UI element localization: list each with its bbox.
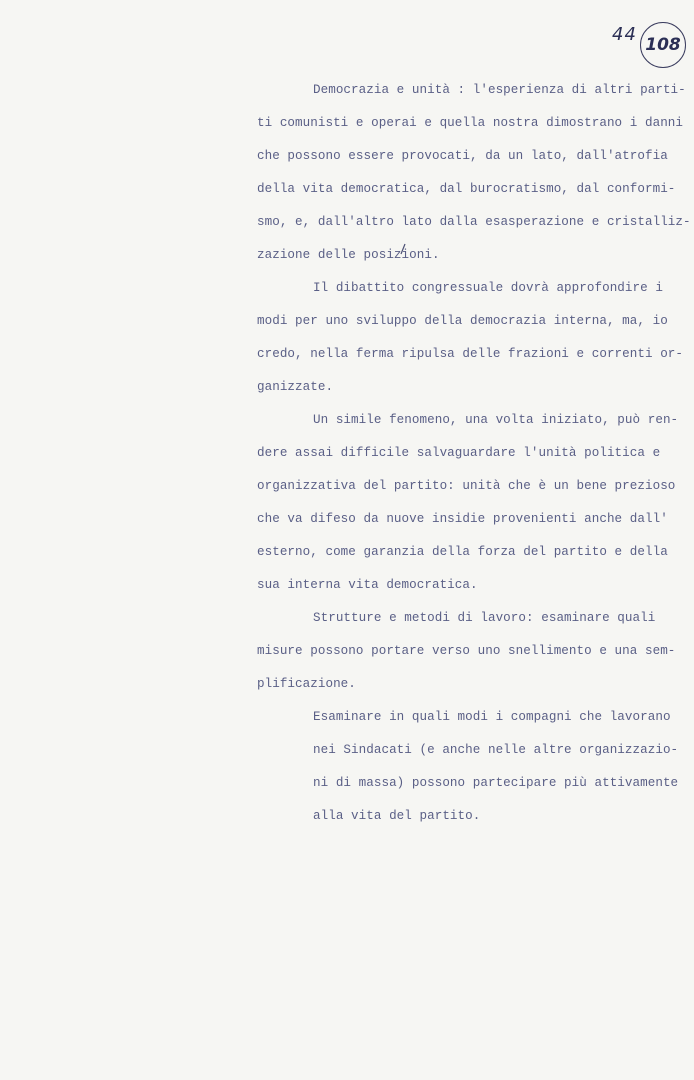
text-line: Il dibattito congressuale dovrà approfondire i — [313, 281, 663, 295]
circled-page-number — [640, 22, 686, 68]
text-line: alla vita del partito. — [313, 809, 481, 823]
text-line: ti comunisti e operai e quella nostra dimostrano i danni — [257, 116, 684, 130]
text-line: della vita democratica, dal burocratismo, dal conformi- — [257, 182, 676, 196]
text-line: esterno, come garanzia della forza del partito e della — [257, 545, 668, 559]
text-line: zazione delle posizioni. — [257, 248, 440, 262]
text-line: modi per uno sviluppo della democrazia interna, ma, io — [257, 314, 668, 328]
text-line: dere assai difficile salvaguardare l'unità politica e — [257, 446, 661, 460]
text-line: Un simile fenomeno, una volta iniziato, può ren- — [313, 413, 679, 427]
text-line: plificazione. — [257, 677, 356, 691]
text-line: Democrazia e unità : l'esperienza di altri parti- — [313, 83, 686, 97]
circled-page-number-text: 108 — [645, 35, 681, 55]
text-line: misure possono portare verso uno snellimento e una sem- — [257, 644, 676, 658]
text-line: ni di massa) possono partecipare più attivamente — [313, 776, 679, 790]
text-line: smo, e, dall'altro lato dalla esasperazione e cristalliz- — [257, 215, 691, 229]
text-line: che va difeso da nuove insidie provenienti anche dall' — [257, 512, 668, 526]
text-line: Strutture e metodi di lavoro: esaminare quali — [313, 611, 656, 625]
text-line: credo, nella ferma ripulsa delle frazioni e correnti or- — [257, 347, 684, 361]
text-line: ganizzate. — [257, 380, 334, 394]
handwritten-page-number: 44 — [612, 24, 637, 45]
text-line: nei Sindacati (e anche nelle altre organizzazio- — [313, 743, 679, 757]
text-line: che possono essere provocati, da un lato, dall'atrofia — [257, 149, 668, 163]
text-line: Esaminare in quali modi i compagni che lavorano — [313, 710, 671, 724]
text-line: organizzativa del partito: unità che è un bene prezioso — [257, 479, 676, 493]
text-line: sua interna vita democratica. — [257, 578, 478, 592]
handwritten-comma-mark — [398, 243, 408, 255]
